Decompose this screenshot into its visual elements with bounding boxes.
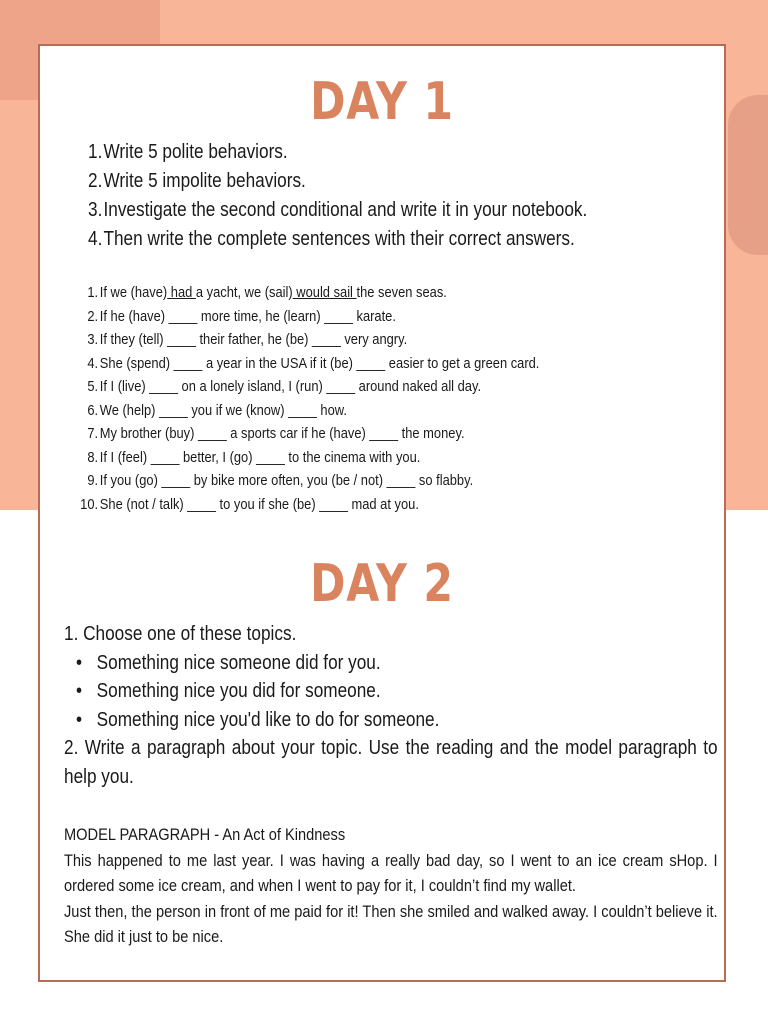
day1-title: DAY 1 — [310, 72, 454, 132]
topic-item: • Something nice you'd like to do for someone. — [64, 706, 623, 735]
exercise-item: 10. She (not / talk) ____ to you if she (be) ____ mad at you. — [80, 495, 419, 513]
day2-instruction-1: 1. Choose one of these topics. — [64, 623, 297, 645]
model-paragraph-text-2: Just then, the person in front of me paid for it! Then she smiled and walked away. I couldn’t believe it. She did it just to be nice. — [64, 901, 718, 946]
day2-instructions — [64, 620, 718, 792]
day1-task: 3.Investigate the second conditional and write it in your notebook. — [88, 199, 588, 221]
day2-title: DAY 2 — [310, 554, 454, 614]
background-shape-right — [728, 95, 768, 255]
day1-task-list — [88, 138, 669, 254]
exercise-item: 2. If he (have) ____ more time, he (learn) ____ karate. — [87, 307, 396, 325]
exercise-item: 8. If I (feel) ____ better, I (go) ____ to the cinema with you. — [87, 448, 421, 466]
answer-would-sail: would sail — [292, 284, 357, 301]
topic-item: • Something nice someone did for you. — [64, 649, 623, 678]
answer-had: had — [167, 284, 196, 301]
day1-exercise-list — [74, 281, 615, 516]
exercise-item: 6. We (help) ____ you if we (know) ____ how. — [87, 401, 347, 419]
exercise-item: 7. My brother (buy) ____ a sports car if he (have) ____ the money. — [87, 425, 465, 442]
day1-task: 2.Write 5 impolite behaviors. — [88, 170, 306, 192]
exercise-item: 5. If I (live) ____ on a lonely island, I (run) ____ around naked all day. — [87, 378, 482, 395]
model-paragraph — [64, 822, 718, 950]
exercise-item-example: 1. If we (have) had a yacht, we (sail) would sail the seven seas. — [87, 284, 447, 301]
exercise-item: 9. If you (go) ____ by bike more often, you (be / not) ____ so flabby. — [87, 472, 474, 489]
exercise-item: 4. She (spend) ____ a year in the USA if it (be) ____ easier to get a green card. — [87, 354, 540, 372]
model-paragraph-text-1: This happened to me last year. I was having a really bad day, so I went to an ice cream sHop. I ordered some ice cream, and when I went to pay for it, I couldn’t find my wallet. — [64, 850, 718, 895]
day1-task: 4.Then write the complete sentences with their correct answers. — [88, 228, 575, 250]
topic-item: • Something nice you did for someone. — [64, 677, 623, 706]
bullet-icon: • — [76, 680, 83, 702]
day2-instruction-2: 2. Write a paragraph about your topic. Use the reading and the model paragraph to help you. — [64, 737, 718, 788]
bullet-icon: • — [76, 651, 83, 674]
worksheet-card — [38, 44, 726, 982]
exercise-item: 3. If they (tell) ____ their father, he (be) ____ very angry. — [87, 331, 408, 348]
day1-task: 1.Write 5 polite behaviors. — [88, 141, 288, 163]
model-paragraph-heading: MODEL PARAGRAPH - An Act of Kindness — [64, 825, 346, 844]
bullet-icon: • — [76, 708, 83, 731]
